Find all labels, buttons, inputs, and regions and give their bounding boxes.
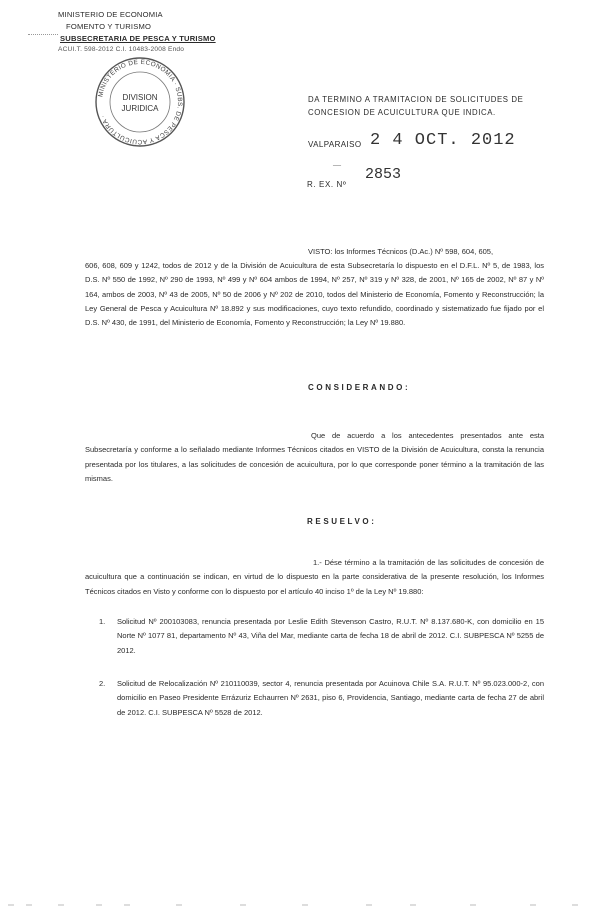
header-reference: ACUI.T. 598-2012 C.I. 10483-2008 Endo: [58, 46, 185, 53]
seal-ring-text: MINISTERIO DE ECONOMIA · SUBS. DE PESCA Y ACUICULTURA ·: [97, 58, 184, 146]
resuelvo-paragraph: 1.- Dése término a la tramitación de las solicitudes de concesión de acuicultura que a continuación se indican, en virtud de lo dispuesto en la parte considerativa de la presente resolución, los Informes Técnicos citados en Visto y conforme con lo dispuesto por el artículo 40 inciso 1º de la Ley Nº 19.880:: [85, 558, 544, 596]
visto-first-line: VISTO: los Informes Técnicos (D.Ac.) Nº 598, 604, 605,: [308, 247, 494, 256]
division-juridica-seal: [92, 56, 188, 148]
list-item-text: Solicitud de Relocalización Nº 210110039, sector 4, renuncia presentada por Acuinova Chile S.A. R.U.T. Nº 95.023.000-2, con domicilio en Paseo Presidente Errázuriz Echaurren Nº 2631, piso 6, Providencia, Santiago, mediante carta de fecha 27 de abril de 2012. C.I. SUBPESCA Nº 5528 de 2012.: [117, 679, 544, 717]
list-item: [85, 615, 544, 658]
resuelvo-heading: RESUELVO:: [307, 517, 377, 526]
document-subject: DA TERMINO A TRAMITACION DE SOLICITUDES DE CONCESION DE ACUICULTURA QUE INDICA.: [308, 95, 524, 117]
margin-dotted-line: [28, 34, 58, 35]
date-stamp: 2 4 OCT. 2012: [370, 131, 516, 150]
considerando-paragraph: Que de acuerdo a los antecedentes presentados ante esta Subsecretaría y conforme a lo señalado mediante Informes Técnicos citados en VISTO de la División de Acuicultura, consta la renuncia presentada por los titulares, a las solicitudes de concesión de acuicultura, por lo que corresponde poner término a la tramitación de las mismas.: [85, 431, 544, 483]
header-ministry-sub: FOMENTO Y TURISMO: [66, 22, 152, 31]
list-item-number: 2.: [99, 679, 106, 688]
seal-center-line2: JURIDICA: [121, 104, 159, 113]
rex-label: R. EX. Nº: [307, 180, 347, 189]
list-item-number: 1.: [99, 617, 106, 626]
header-subsecretaria: SUBSECRETARIA DE PESCA Y TURISMO: [60, 34, 216, 43]
list-item-text: Solicitud Nº 200103083, renuncia presentada por Leslie Edith Stevenson Castro, R.U.T. Nº 8.137.680-K, con domicilio en 15 Norte Nº 1077 81, departamento Nº 43, Viña del Mar, mediante carta de fecha 18 de abril de 2012. C.I. SUBPESCA Nº 5255 de 2012.: [117, 617, 544, 655]
rex-number: 2853: [365, 166, 402, 183]
header-ministry: MINISTERIO DE ECONOMIA: [58, 10, 163, 19]
document-place: VALPARAISO: [308, 140, 362, 149]
considerando-heading: CONSIDERANDO:: [308, 383, 411, 392]
separator-dash: —: [333, 160, 341, 169]
list-item: [85, 677, 544, 720]
visto-paragraph: 606, 608, 609 y 1242, todos de 2012 y de la División de Acuicultura de esta Subsecretaría lo dispuesto en el D.F.L. Nº 5, de 1983, los D.S. Nº 550 de 1992, Nº 290 de 1993, Nº 499 y Nº 604 ambos de 1994, Nº 257, Nº 319 y Nº 328, de 2001, Nº 165 de 2002, Nº 87 y Nº 164, ambos de 2003, Nº 43 de 2005, Nº 50 de 2006 y Nº 202 de 2010, todos del Ministerio de Economía, Fomento y Reconstrucción; la Ley General de Pesca y Acuicultura Nº 18.892 y sus modificaciones, cuyo texto refundido, coordinado y sistematizado fue fijado por el D.S. Nº 430, de 1991, del Ministerio de Economía, Fomento y Reconstrucción; la Ley Nº 19.880.: [85, 261, 544, 328]
footer-scan-marks: [0, 898, 600, 912]
seal-center-line1: DIVISION: [122, 93, 158, 102]
